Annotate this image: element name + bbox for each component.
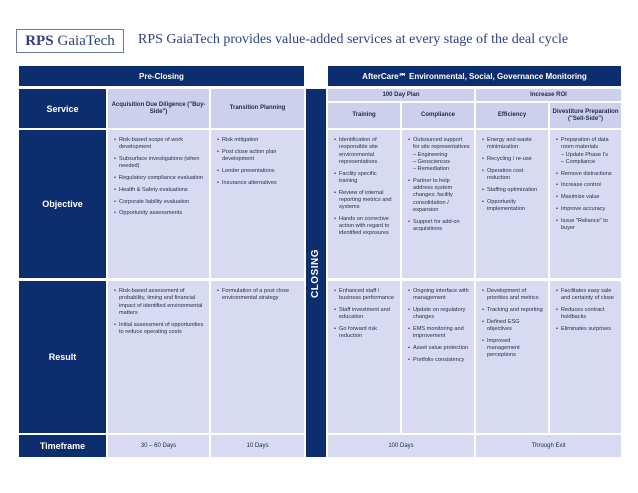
bullet-item: • Formulation of a post close environmental strategy xyxy=(217,288,300,303)
bullet-list xyxy=(408,288,470,364)
bullet-item: • Partner to help address system changes; facility consolidation / expansion xyxy=(408,178,470,214)
bullet-item: • Remove distractions xyxy=(556,171,617,178)
row-label-objective: Objective xyxy=(19,130,106,278)
bullet-list xyxy=(334,137,396,238)
timeframe-100-day: 100 Days xyxy=(328,435,474,457)
logo-name: GaiaTech xyxy=(57,32,115,49)
bullet-item: • Opportunity implementation xyxy=(482,199,544,214)
page-title: RPS GaiaTech provides value-added services at every stage of the deal cycle xyxy=(138,32,569,47)
bullet-item: • Opportunity assessments xyxy=(114,210,205,217)
bullet-item: • Maximize value xyxy=(556,194,617,201)
bullet-item: • Development of priorities and metrics xyxy=(482,288,544,303)
bullet-item: • Eliminates surprises xyxy=(556,326,617,333)
bullet-item: • Energy and waste minimization xyxy=(482,137,544,152)
result-cell-transition xyxy=(211,281,304,433)
result-cell-training xyxy=(328,281,400,433)
timeframe-due-diligence: 30 – 60 Days xyxy=(108,435,209,457)
result-cell-compliance xyxy=(402,281,474,433)
closing-label: CLOSING xyxy=(310,248,322,298)
bullet-item: • Staff investment and education xyxy=(334,307,396,322)
timeframe-transition: 10 Days xyxy=(211,435,304,457)
row-label-service: Service xyxy=(19,89,106,128)
bullet-item: • Review of internal reporting metrics and systems xyxy=(334,190,396,212)
bullet-item: • Risk-based assessment of probability, timing and financial impact of identified environmental matters xyxy=(114,288,205,317)
logo-prefix: RPS xyxy=(25,32,54,49)
bullet-item: • Ongoing interface with management xyxy=(408,288,470,303)
bullet-item: • Lender presentations xyxy=(217,168,300,175)
bullet-item: • Update on regulatory changes xyxy=(408,307,470,322)
bullet-list xyxy=(114,288,205,336)
bullet-list xyxy=(334,288,396,341)
bullet-item: • Preparation of data room materials – Update Phase I's – Compliance xyxy=(556,137,617,166)
bullet-item: • Insurance alternatives xyxy=(217,180,300,187)
bullet-item: • Hands on corrective action with regard to identified exposures xyxy=(334,216,396,238)
plan-100-header: 100 Day Plan xyxy=(328,89,474,101)
bullet-item: • Asset value protection xyxy=(408,345,470,352)
bullet-item: • Improve accuracy xyxy=(556,206,617,213)
bullet-list xyxy=(408,137,470,233)
bullet-list xyxy=(482,288,544,360)
bullet-list xyxy=(556,288,617,333)
col-header-transition: Transition Planning xyxy=(211,89,304,128)
objective-cell-compliance xyxy=(402,130,474,278)
objective-cell-transition xyxy=(211,130,304,278)
bullet-list xyxy=(217,288,300,303)
bullet-item: • Facilitates easy sale and certainty of close xyxy=(556,288,617,303)
increase-roi-header: Increase ROI xyxy=(476,89,621,101)
col-header-divestiture: Divestiture Preparation ("Sell-Side") xyxy=(550,103,621,128)
timeframe-through-exit: Through Exit xyxy=(476,435,621,457)
bullet-item: • Identification of responsible site environmental representatives xyxy=(334,137,396,166)
aftercare-header: AfterCare℠ Environmental, Social, Governance Monitoring xyxy=(328,66,621,86)
bullet-item: • Improved management perceptions xyxy=(482,338,544,360)
bullet-item: • Outsourced support for site representatives – Engineering – Geosciences – Remediation xyxy=(408,137,470,173)
bullet-item: • EMS monitoring and improvement xyxy=(408,326,470,341)
col-header-efficiency: Efficiency xyxy=(476,103,548,128)
result-cell-divestiture xyxy=(550,281,621,433)
row-label-result: Result xyxy=(19,281,106,433)
bullet-list xyxy=(217,137,300,187)
bullet-item: • Health & Safety evaluations xyxy=(114,187,205,194)
bullet-item: • Tracking and reporting xyxy=(482,307,544,314)
result-cell-efficiency xyxy=(476,281,548,433)
bullet-item: • Support for add-on acquisitions xyxy=(408,219,470,234)
bullet-item: • Initial assessment of opportunities to reduce operating costs xyxy=(114,322,205,337)
bullet-item: • Corporate liability evaluation xyxy=(114,199,205,206)
bullet-item: • Reduces contract holdbacks xyxy=(556,307,617,322)
bullet-item: • Operation cost reduction xyxy=(482,168,544,183)
bullet-item: • Risk mitigation xyxy=(217,137,300,144)
bullet-item: • Facility specific training xyxy=(334,171,396,186)
company-logo xyxy=(16,29,124,53)
col-header-training: Training xyxy=(328,103,400,128)
bullet-item: • Defined ESG objectives xyxy=(482,319,544,334)
bullet-list xyxy=(114,137,205,218)
pre-closing-header: Pre-Closing xyxy=(19,66,304,86)
objective-cell-efficiency xyxy=(476,130,548,278)
col-header-due-diligence: Acquisition Due Diligence ("Buy-Side") xyxy=(108,89,209,128)
objective-cell-divestiture xyxy=(550,130,621,278)
col-header-compliance: Compliance xyxy=(402,103,474,128)
bullet-item: • Regulatory compliance evaluation xyxy=(114,175,205,182)
bullet-list xyxy=(482,137,544,213)
bullet-list xyxy=(556,137,617,232)
bullet-item: • Subsurface investigations (when needed) xyxy=(114,156,205,171)
bullet-item: • Recycling / re-use xyxy=(482,156,544,163)
bullet-item: • Post close action plan development xyxy=(217,149,300,164)
bullet-item: • Enhanced staff / business performance xyxy=(334,288,396,303)
bullet-item: • Issue "Reliance" to buyer xyxy=(556,218,617,233)
bullet-item: • Increase control xyxy=(556,182,617,189)
bullet-item: • Risk-based scope of work development xyxy=(114,137,205,152)
objective-cell-training xyxy=(328,130,400,278)
row-label-timeframe: Timeframe xyxy=(19,435,106,457)
result-cell-due-diligence xyxy=(108,281,209,433)
bullet-item: • Portfolio consistency xyxy=(408,357,470,364)
closing-divider xyxy=(306,89,326,457)
objective-cell-due-diligence xyxy=(108,130,209,278)
bullet-item: • Go forward risk reduction xyxy=(334,326,396,341)
bullet-item: • Staffing optimization xyxy=(482,187,544,194)
